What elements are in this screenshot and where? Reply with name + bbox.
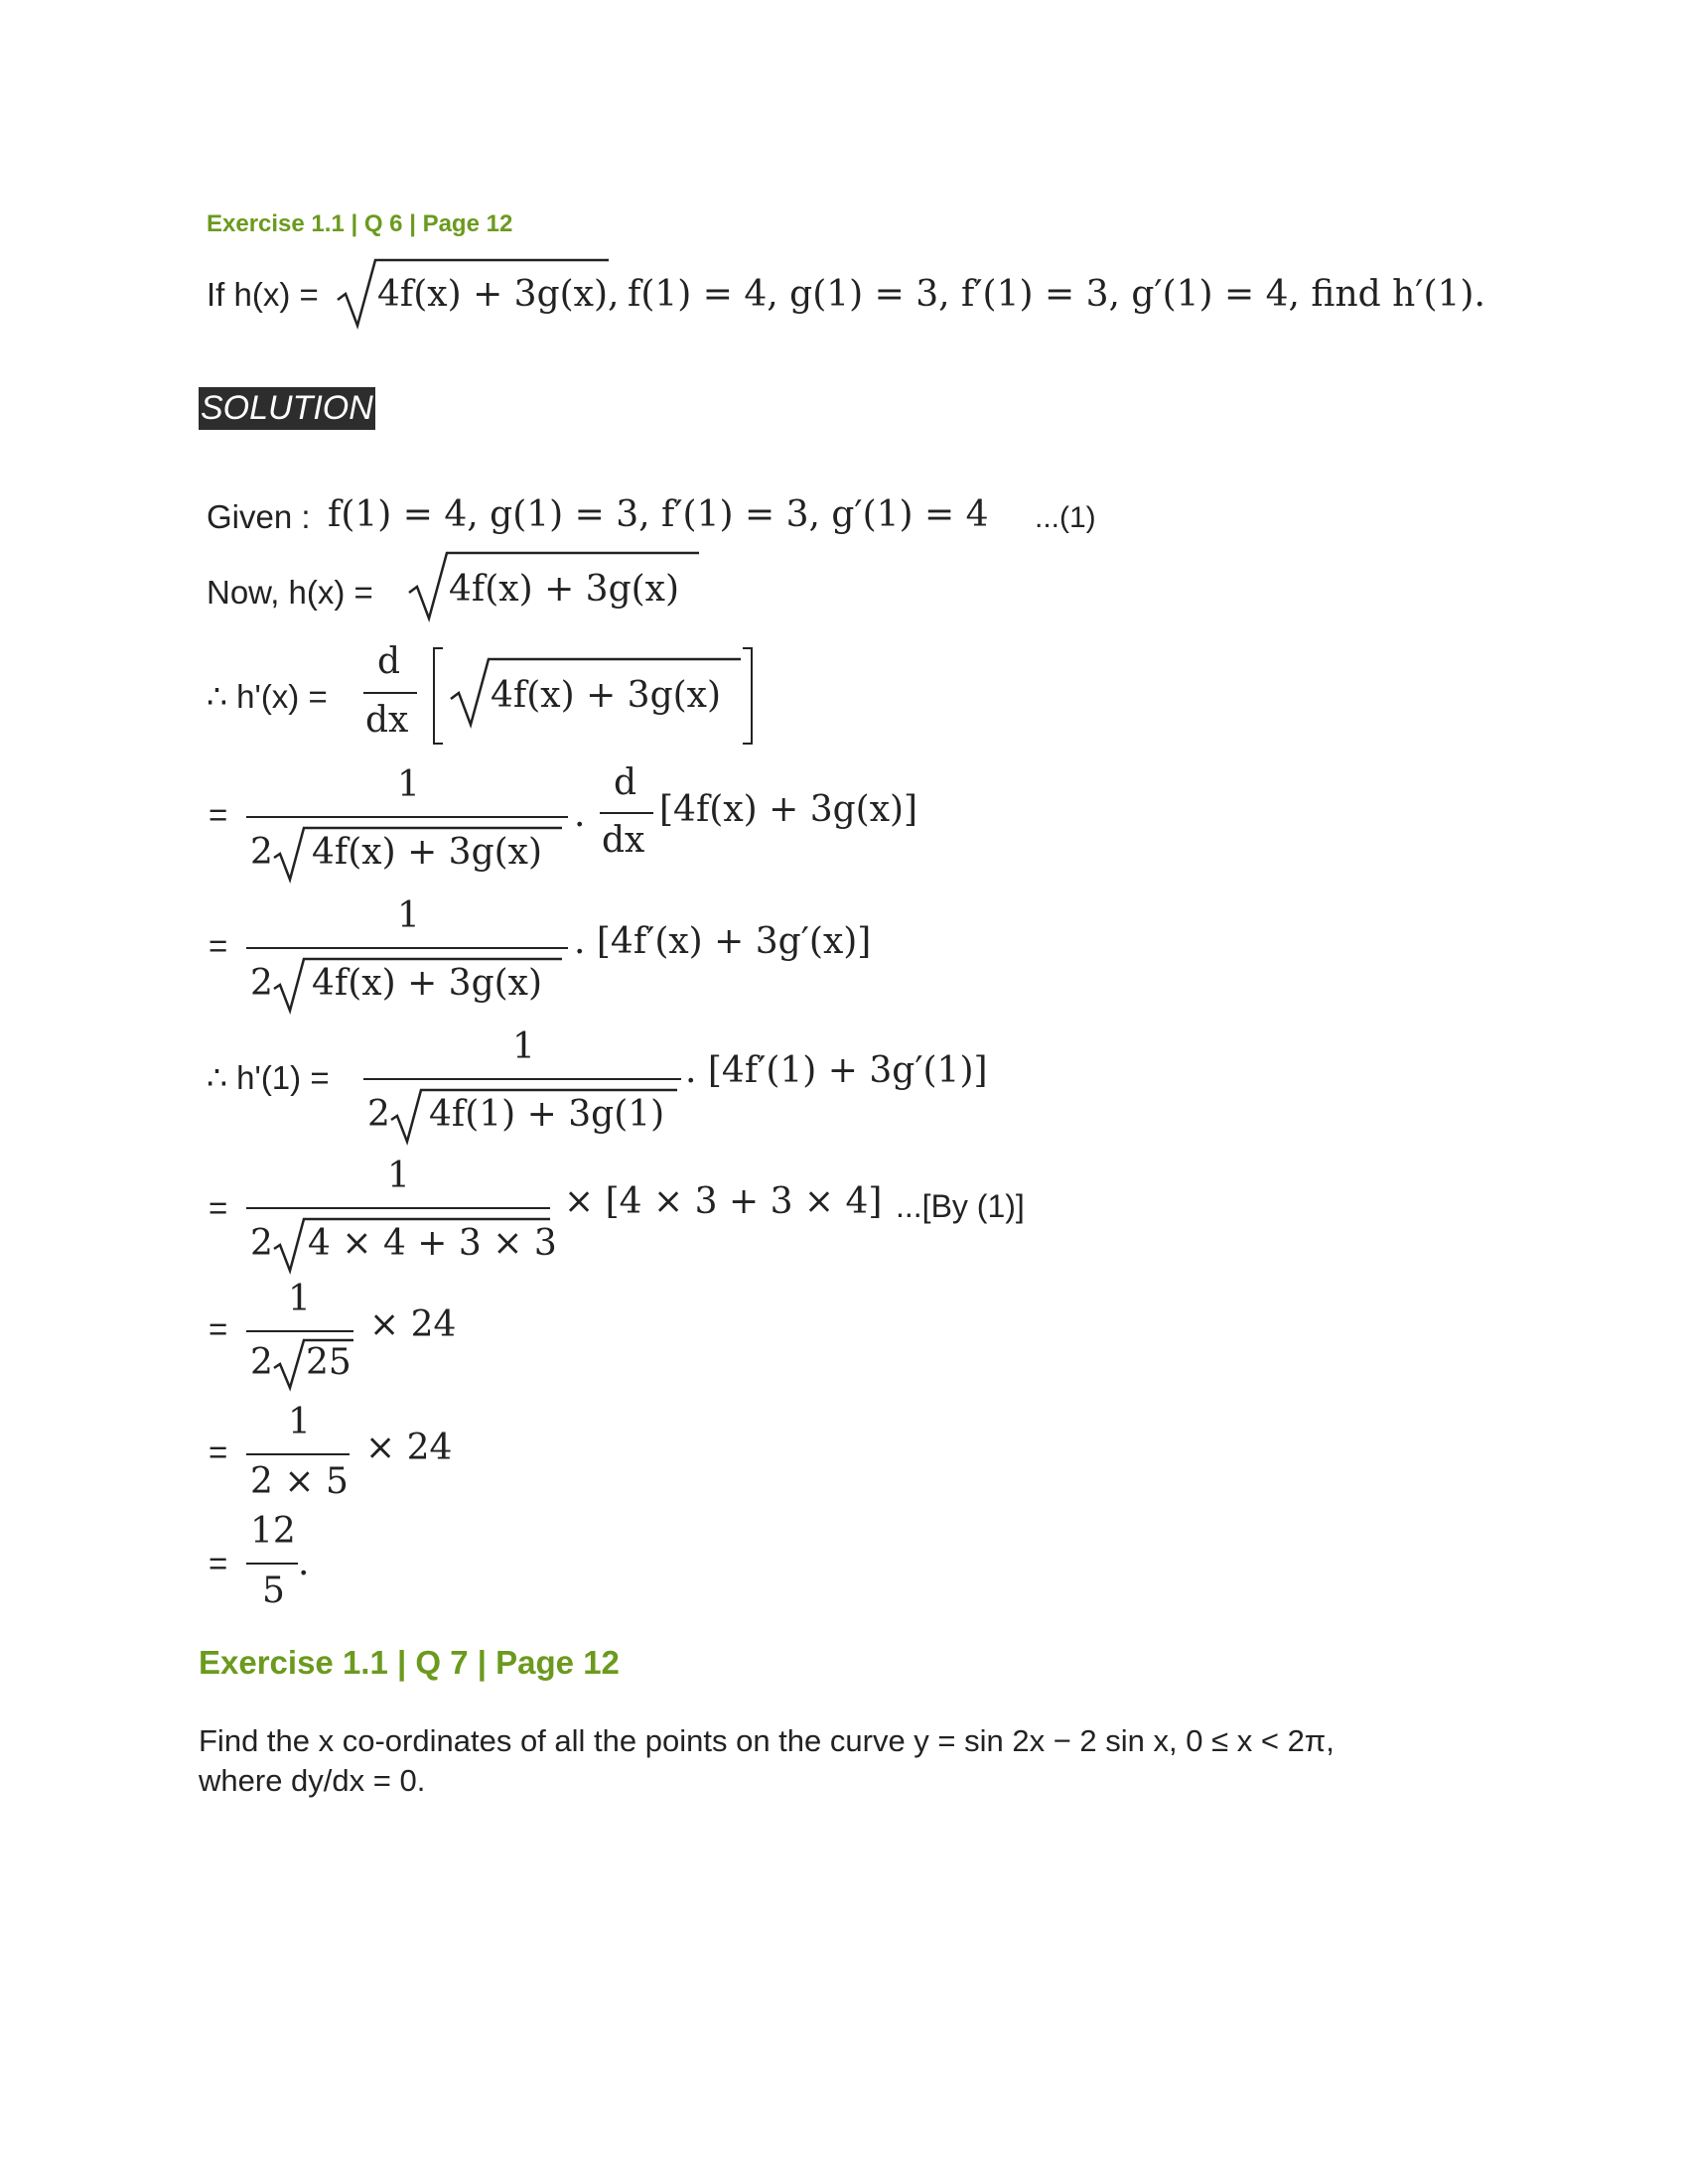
fraction-bar xyxy=(363,1078,681,1080)
numerator-one: 1 xyxy=(397,895,420,936)
h1-lead: ∴ h'(1) = xyxy=(207,1059,330,1096)
eq-sign: = xyxy=(209,796,228,833)
given-ref: ...(1) xyxy=(1035,501,1096,534)
fraction-bar xyxy=(246,947,568,949)
bracket-left xyxy=(433,647,443,745)
fraction-bar xyxy=(246,1563,298,1565)
given-math: f(1) = 4, g(1) = 3, f′(1) = 3, g′(1) = 4 xyxy=(328,494,989,535)
numerator-one: 1 xyxy=(288,1279,311,1319)
coef-two: 2 xyxy=(250,832,273,873)
numerator-one: 1 xyxy=(512,1026,535,1067)
mult-dot: . xyxy=(574,794,586,835)
q6-heading: Exercise 1.1 | Q 6 | Page 12 xyxy=(207,210,513,237)
fraction-bar xyxy=(246,1207,550,1209)
den-5: 5 xyxy=(262,1570,285,1611)
eq-sign: = xyxy=(209,1310,228,1347)
d-numerator: d xyxy=(614,762,637,803)
numerator-one: 1 xyxy=(288,1402,311,1442)
dx-denominator: dx xyxy=(365,700,409,741)
fraction-bar xyxy=(246,1453,350,1455)
coef-two: 2 xyxy=(250,1223,273,1264)
step4-radicand: 4f(1) + 3g(1) xyxy=(429,1094,665,1135)
q7-heading: Exercise 1.1 | Q 7 | Page 12 xyxy=(199,1644,620,1681)
step3-radicand: 4f(x) + 3g(x) xyxy=(312,963,543,1004)
numerator-one: 1 xyxy=(387,1156,410,1196)
eq-sign: = xyxy=(209,1545,228,1581)
step2-bracket: [4f(x) + 3g(x)] xyxy=(659,789,918,830)
given-lead: Given : xyxy=(207,498,311,535)
step5-radicand: 4 × 4 + 3 × 3 xyxy=(308,1223,557,1264)
step5-ref: ...[By (1)] xyxy=(896,1188,1025,1224)
fraction-bar xyxy=(246,816,568,818)
now-lead: Now, h(x) = xyxy=(207,574,373,611)
step2-radicand: 4f(x) + 3g(x) xyxy=(312,832,543,873)
step3-bracket: . [4f′(x) + 3g′(x)] xyxy=(574,921,872,962)
q7-line1: Find the x co-ordinates of all the points on the curve y = sin 2x − 2 sin x, 0 ≤ x < 2π, xyxy=(199,1723,1335,1758)
dx-denominator: dx xyxy=(602,820,645,861)
bracket-right xyxy=(743,647,753,745)
den-2x5: 2 × 5 xyxy=(250,1461,349,1502)
fraction-bar xyxy=(600,812,653,814)
q6-question-lead: If h(x) = xyxy=(207,276,319,313)
d-numerator: d xyxy=(377,641,401,682)
q7-line2: where dy/dx = 0. xyxy=(199,1763,426,1798)
eq-sign: = xyxy=(209,1189,228,1226)
num-12: 12 xyxy=(250,1511,296,1552)
fraction-bar xyxy=(246,1330,353,1332)
solution-label: SOLUTION xyxy=(199,387,375,430)
eq-sign: = xyxy=(209,1433,228,1470)
hprime-radicand: 4f(x) + 3g(x) xyxy=(491,675,722,716)
q6-radicand: 4f(x) + 3g(x), xyxy=(377,274,620,315)
times-24: × 24 xyxy=(369,1304,457,1345)
final-dot: . xyxy=(298,1543,310,1583)
coef-two: 2 xyxy=(250,963,273,1004)
step4-bracket: . [4f′(1) + 3g′(1)] xyxy=(685,1050,988,1091)
times-24: × 24 xyxy=(365,1428,453,1468)
coef-two: 2 xyxy=(367,1094,390,1135)
coef-two: 2 xyxy=(250,1342,273,1383)
now-radicand: 4f(x) + 3g(x) xyxy=(449,569,680,610)
radicand-25: 25 xyxy=(306,1342,352,1383)
numerator-one: 1 xyxy=(397,764,420,805)
q6-question-rest: f(1) = 4, g(1) = 3, f′(1) = 3, g′(1) = 4, find h′(1). xyxy=(628,274,1485,315)
fraction-bar xyxy=(363,692,417,694)
hprime-lead: ∴ h'(x) = xyxy=(207,678,328,715)
step5-rest: × [4 × 3 + 3 × 4] xyxy=(564,1181,883,1222)
eq-sign: = xyxy=(209,927,228,964)
